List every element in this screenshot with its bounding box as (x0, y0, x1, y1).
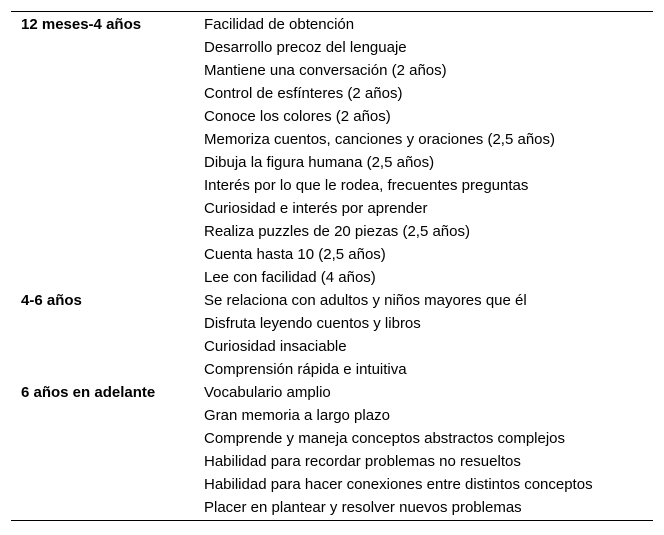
characteristic-item: Se relaciona con adultos y niños mayores que él (204, 292, 527, 309)
characteristic-item: Gran memoria a largo plazo (204, 407, 390, 424)
characteristics-list (204, 13, 653, 289)
age-group-label: 4-6 años (21, 292, 82, 309)
characteristic-item: Curiosidad insaciable (204, 338, 347, 355)
characteristic-item: Comprensión rápida e intuitiva (204, 361, 407, 378)
characteristic-item: Vocabulario amplio (204, 384, 331, 401)
characteristic-item: Memoriza cuentos, canciones y oraciones (2,5 años) (204, 131, 556, 148)
characteristic-item: Cuenta hasta 10 (2,5 años) (204, 246, 386, 263)
characteristics-list (204, 381, 653, 519)
characteristic-item: Desarrollo precoz del lenguaje (204, 39, 407, 56)
characteristic-item: Control de esfínteres (2 años) (204, 85, 403, 102)
age-group-label: 12 meses-4 años (21, 16, 142, 33)
characteristic-item: Realiza puzzles de 20 piezas (2,5 años) (204, 223, 470, 240)
age-group-row (11, 289, 653, 381)
characteristics-table (11, 11, 653, 521)
characteristic-item: Disfruta leyendo cuentos y libros (204, 315, 421, 332)
age-group-row (11, 381, 653, 519)
characteristic-item: Lee con facilidad (4 años) (204, 269, 376, 286)
characteristic-item: Habilidad para recordar problemas no resueltos (204, 453, 521, 470)
characteristics-list (204, 289, 653, 381)
characteristic-item: Comprende y maneja conceptos abstractos complejos (204, 430, 566, 447)
characteristic-item: Mantiene una conversación (2 años) (204, 62, 447, 79)
age-group-row (11, 13, 653, 289)
characteristic-item: Placer en plantear y resolver nuevos problemas (204, 499, 522, 516)
age-group-label: 6 años en adelante (21, 384, 156, 401)
characteristic-item: Facilidad de obtención (204, 16, 355, 33)
characteristic-item: Dibuja la figura humana (2,5 años) (204, 154, 435, 171)
characteristic-item: Curiosidad e interés por aprender (204, 200, 428, 217)
characteristic-item: Interés por lo que le rodea, frecuentes preguntas (204, 177, 529, 194)
characteristic-item: Conoce los colores (2 años) (204, 108, 391, 125)
characteristic-item: Habilidad para hacer conexiones entre distintos conceptos (204, 476, 593, 493)
